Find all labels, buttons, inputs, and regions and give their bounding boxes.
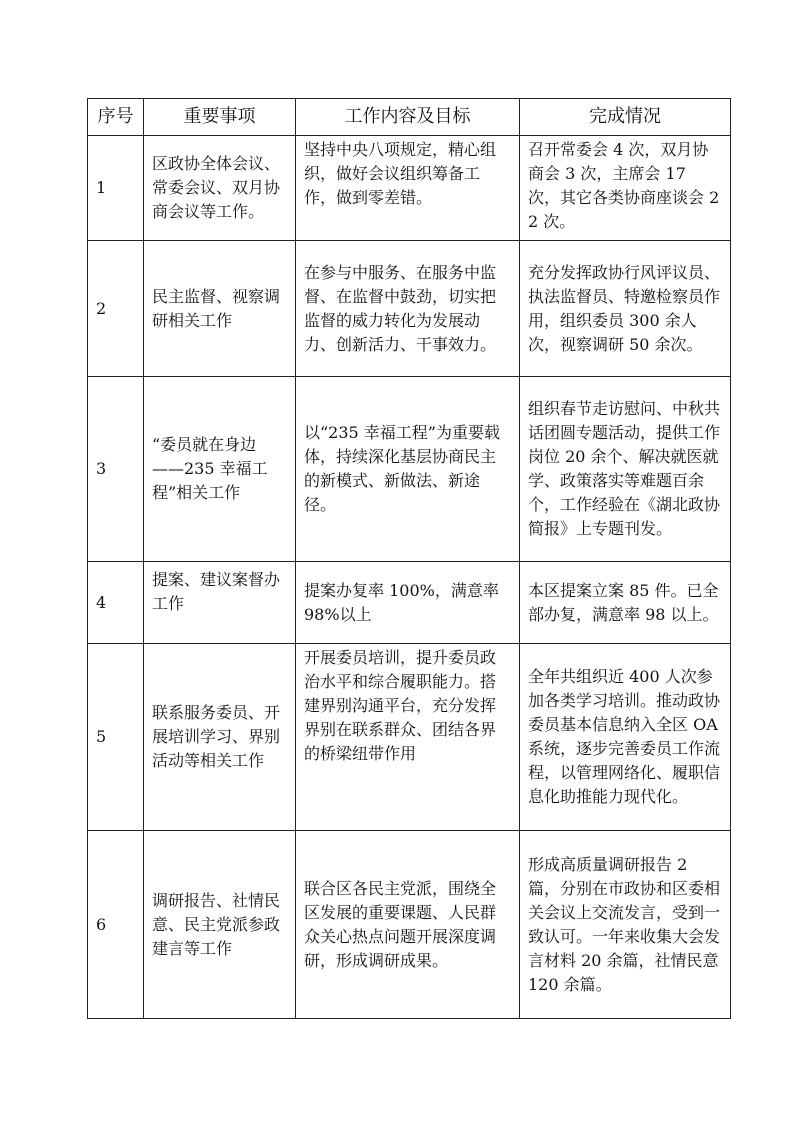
table-row xyxy=(88,377,731,562)
row-seq: 6 xyxy=(88,831,144,1019)
row-content: 开展委员培训，提升委员政治水平和综合履职能力。搭建界别沟通平台，充分发挥界别在联系群众、团结各界的桥梁纽带作用 xyxy=(296,644,520,831)
table-row xyxy=(88,241,731,377)
row-item: 区政协全体会议、常委会议、双月协商会议等工作。 xyxy=(144,136,296,241)
row-result: 召开常委会 4 次，双月协商会 3 次，主席会 17 次，其它各类协商座谈会 22 次。 xyxy=(520,136,731,241)
row-result: 组织春节走访慰问、中秋共话团圆专题活动，提供工作岗位 20 余个、解决就医就学、政策落实等难题百余个，工作经验在《湖北政协简报》上专题刊发。 xyxy=(520,377,731,562)
row-result: 全年共组织近 400 人次参加各类学习培训。推动政协委员基本信息纳入全区 OA 系统，逐步完善委员工作流程，以管理网络化、履职信息化助推能力现代化。 xyxy=(520,644,731,831)
table-header-row xyxy=(88,99,731,136)
row-item: 民主监督、视察调研相关工作 xyxy=(144,241,296,377)
work-table xyxy=(87,98,731,1019)
header-seq: 序号 xyxy=(88,99,144,136)
row-item: 联系服务委员、开展培训学习、界别活动等相关工作 xyxy=(144,644,296,831)
row-item: 调研报告、社情民意、民主党派参政建言等工作 xyxy=(144,831,296,1019)
table-row xyxy=(88,644,731,831)
row-content: 联合区各民主党派，围绕全区发展的重要课题、人民群众关心热点问题开展深度调研，形成调研成果。 xyxy=(296,831,520,1019)
row-content: 坚持中央八项规定，精心组织，做好会议组织筹备工作，做到零差错。 xyxy=(296,136,520,241)
row-item: 提案、建议案督办工作 xyxy=(144,562,296,644)
row-seq: 4 xyxy=(88,562,144,644)
row-result: 形成高质量调研报告 2 篇，分别在市政协和区委相关会议上交流发言，受到一致认可。一年来收集大会发言材料 20 余篇，社情民意 120 余篇。 xyxy=(520,831,731,1019)
header-content: 工作内容及目标 xyxy=(296,99,520,136)
row-seq: 2 xyxy=(88,241,144,377)
header-result: 完成情况 xyxy=(520,99,731,136)
row-result: 本区提案立案 85 件。已全部办复，满意率 98 以上。 xyxy=(520,562,731,644)
row-content: 以“235 幸福工程”为重要载体，持续深化基层协商民主的新模式、新做法、新途径。 xyxy=(296,377,520,562)
table-row xyxy=(88,831,731,1019)
row-result: 充分发挥政协行风评议员、执法监督员、特邀检察员作用，组织委员 300 余人次，视察调研 50 余次。 xyxy=(520,241,731,377)
row-content: 在参与中服务、在服务中监督、在监督中鼓劲，切实把监督的威力转化为发展动力、创新活力、干事效力。 xyxy=(296,241,520,377)
table-row xyxy=(88,562,731,644)
row-seq: 3 xyxy=(88,377,144,562)
table-row xyxy=(88,136,731,241)
row-seq: 5 xyxy=(88,644,144,831)
header-item: 重要事项 xyxy=(144,99,296,136)
row-item: “委员就在身边——235 幸福工程”相关工作 xyxy=(144,377,296,562)
row-seq: 1 xyxy=(88,136,144,241)
row-content: 提案办复率 100%，满意率 98%以上 xyxy=(296,562,520,644)
